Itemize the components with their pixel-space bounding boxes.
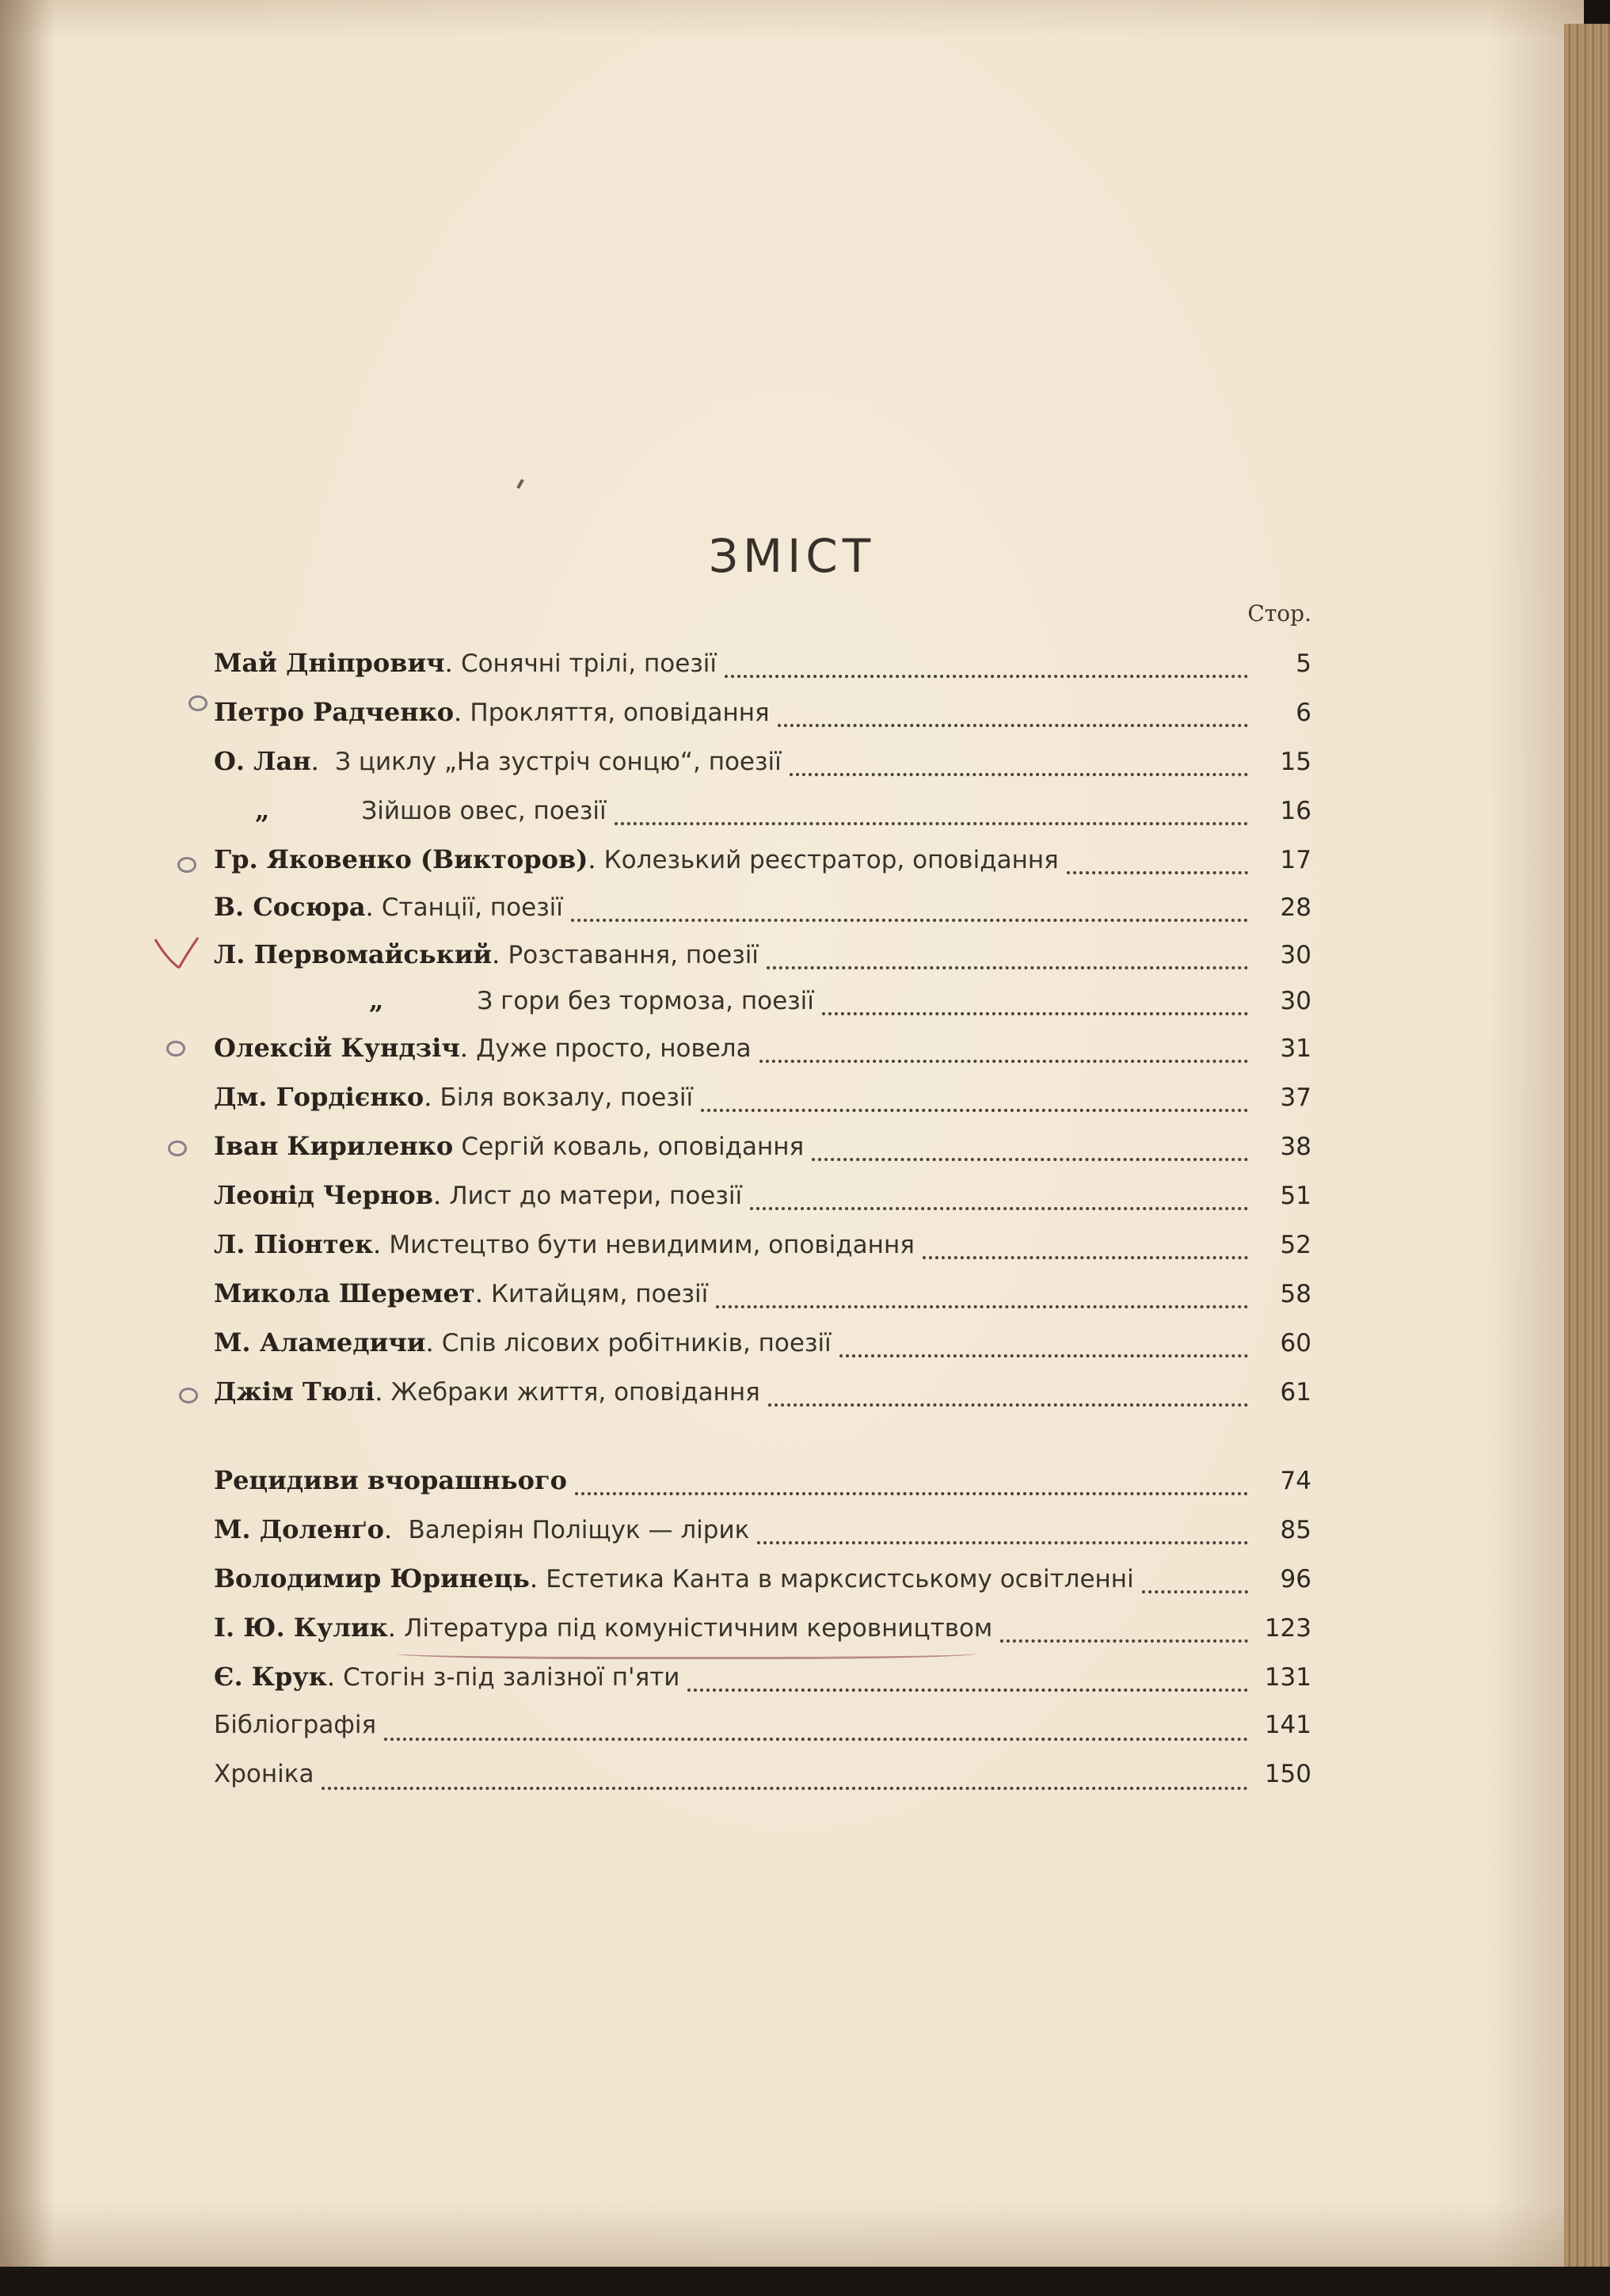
toc-entry [214, 1229, 1311, 1270]
pencil-underline [396, 1646, 976, 1659]
pencil-circle-mark [177, 857, 196, 873]
entry-page: 16 [1280, 797, 1311, 825]
entry-separator: . [444, 648, 453, 678]
entry-page: 30 [1280, 941, 1311, 969]
entry-separator: . [459, 1033, 468, 1063]
entry-page: 38 [1280, 1133, 1311, 1161]
entry-author: О. Лан [214, 746, 311, 776]
entry-author: Володимир Юринець [214, 1563, 530, 1593]
toc-entry [214, 844, 1311, 885]
entry-author: Рецидиви вчорашнього [214, 1465, 567, 1495]
leader-dots [571, 919, 1248, 922]
leader-dots [716, 1305, 1248, 1308]
toc-entry [214, 1514, 1311, 1555]
entry-title: Бібліографія [214, 1711, 377, 1739]
entry-separator: . [310, 746, 319, 776]
scan-border [0, 2267, 1610, 2296]
entry-title: Мистецтво бути невидимим, оповідання [389, 1231, 915, 1259]
leader-dots [575, 1492, 1248, 1495]
toc-entry [214, 1180, 1311, 1221]
leader-dots [384, 1738, 1248, 1741]
entry-author: Олексій Кундзіч [214, 1033, 460, 1063]
ink-speck [516, 479, 523, 489]
toc-entry [214, 939, 1311, 980]
entry-page: 37 [1280, 1083, 1311, 1112]
toc-entry [214, 1327, 1311, 1369]
entry-page: 131 [1264, 1663, 1311, 1692]
toc-entry [214, 1760, 1311, 1801]
book-page-edges [1564, 24, 1610, 2273]
pencil-circle-mark [168, 1140, 187, 1156]
entry-separator: . [529, 1563, 539, 1593]
entry-author: Леонід Чернов [214, 1180, 433, 1210]
toc-entry [214, 892, 1311, 933]
entry-author: Май Дніпрович [214, 648, 445, 678]
entry-page: 96 [1280, 1565, 1311, 1593]
leader-dots [615, 822, 1248, 825]
toc-entry [214, 1563, 1311, 1605]
leader-dots [778, 724, 1248, 727]
entry-author: Л. Первомайський [214, 939, 493, 969]
entry-author: Дм. Гордієнко [214, 1082, 424, 1112]
entry-author: Є. Крук [214, 1662, 327, 1692]
entry-separator: . [375, 1376, 383, 1407]
entry-page: 17 [1280, 846, 1311, 874]
leader-dots [1000, 1639, 1248, 1643]
leader-dots [839, 1354, 1248, 1357]
toc-entry [214, 985, 1311, 1026]
toc-entry [214, 1082, 1311, 1123]
entry-separator: . [433, 1180, 442, 1210]
entry-title: Розставання, поезії [508, 941, 759, 969]
entry-separator: . [588, 844, 596, 874]
toc-entry [214, 648, 1311, 689]
page-column-label: Стор. [1247, 600, 1311, 626]
entry-author: Іван Кириленко [214, 1131, 454, 1161]
leader-dots [812, 1158, 1248, 1161]
entry-page: 58 [1280, 1280, 1311, 1308]
entry-separator: . [424, 1082, 432, 1112]
entry-author: Гр. Яковенко (Викторов) [214, 844, 588, 874]
toc-entry [214, 697, 1311, 738]
entry-page: 61 [1280, 1378, 1311, 1407]
leader-dots [1142, 1590, 1248, 1593]
leader-dots [790, 773, 1248, 776]
entry-page: 51 [1280, 1182, 1311, 1210]
entry-separator: . [454, 697, 462, 727]
toc-entry [214, 1711, 1311, 1752]
entry-page: 15 [1280, 748, 1311, 776]
leader-dots [822, 1012, 1248, 1015]
entry-author: Л. Піонтек [214, 1229, 374, 1259]
entry-title: Валеріян Поліщук — лірик [408, 1516, 750, 1544]
pencil-circle-mark [179, 1388, 198, 1403]
spine-shadow [0, 0, 55, 2296]
entry-title: З гори без тормоза, поезії [477, 987, 814, 1015]
toc-entry [214, 1033, 1311, 1074]
entry-title: Література під комуністичним керовництвом [404, 1614, 993, 1643]
entry-title: Хроніка [214, 1760, 314, 1788]
page-title: ЗМІСТ [708, 529, 876, 583]
entry-title: Сергій коваль, оповідання [461, 1133, 805, 1161]
entry-separator: . [387, 1613, 396, 1643]
entry-page: 74 [1280, 1467, 1311, 1495]
entry-separator: . [492, 939, 501, 969]
toc-entry [214, 746, 1311, 787]
leader-dots [767, 966, 1248, 969]
entry-author: І. Ю. Кулик [214, 1613, 388, 1643]
entry-separator: . [474, 1278, 483, 1308]
toc-entry [214, 1278, 1311, 1319]
entry-title: Естетика Канта в марксистському освітленні [546, 1565, 1134, 1593]
entry-title: Спів лісових робітників, поезії [441, 1329, 832, 1357]
entry-page: 28 [1280, 893, 1311, 922]
entry-title: Прокляття, оповідання [470, 699, 770, 727]
entry-page: 5 [1296, 649, 1311, 678]
entry-page: 52 [1280, 1231, 1311, 1259]
leader-dots [759, 1060, 1248, 1063]
leader-dots [923, 1256, 1248, 1259]
entry-separator: . [373, 1229, 382, 1259]
entry-author: В. Сосюра [214, 892, 366, 922]
entry-page: 141 [1264, 1711, 1311, 1739]
entry-page: 60 [1280, 1329, 1311, 1357]
entry-title: Колезький реєстратор, оповідання [603, 846, 1059, 874]
toc-entry [214, 1376, 1311, 1418]
leader-dots [322, 1787, 1248, 1790]
leader-dots [768, 1403, 1248, 1407]
toc-entry [214, 1465, 1311, 1506]
entry-title: Станції, поезії [381, 893, 563, 922]
entry-author: М. Аламедичи [214, 1327, 426, 1357]
entry-page: 31 [1280, 1034, 1311, 1063]
leader-dots [687, 1689, 1248, 1692]
entry-title: Стогін з-під залізної п'яти [343, 1663, 680, 1692]
pencil-circle-mark [188, 695, 207, 711]
entry-page: 123 [1264, 1614, 1311, 1643]
leader-dots [1067, 871, 1248, 874]
pencil-circle-mark [166, 1041, 185, 1057]
toc-entry [214, 1662, 1311, 1703]
entry-separator: . [365, 892, 374, 922]
red-check-mark [152, 935, 200, 973]
leader-dots [725, 675, 1248, 678]
leader-dots [701, 1109, 1248, 1112]
entry-title: З циклу „На зустріч сонцю“, поезії [335, 748, 782, 776]
entry-title: Лист до матери, поезії [449, 1182, 743, 1210]
entry-separator: . [383, 1514, 393, 1544]
entry-separator: . [326, 1662, 335, 1692]
entry-author: М. Доленґо [214, 1514, 384, 1544]
entry-author: Джім Тюлі [214, 1376, 375, 1407]
entry-page: 85 [1280, 1516, 1311, 1544]
entry-separator: . [425, 1327, 434, 1357]
entry-page: 150 [1264, 1760, 1311, 1788]
entry-page: 30 [1280, 987, 1311, 1015]
entry-title: Китайцям, поезії [491, 1280, 709, 1308]
entry-title: Жебраки життя, оповідання [390, 1378, 760, 1407]
entry-page: 6 [1296, 699, 1311, 727]
entry-author: Микола Шеремет [214, 1278, 475, 1308]
toc-entry [214, 1131, 1311, 1172]
leader-dots [750, 1207, 1248, 1210]
ditto-mark: „ [255, 795, 270, 825]
entry-title: Біля вокзалу, поезії [440, 1083, 694, 1112]
ditto-mark: „ [369, 985, 384, 1015]
entry-title: Дуже просто, новела [476, 1034, 752, 1063]
entry-title: Сонячні трілі, поезії [460, 649, 717, 678]
entry-author: Петро Радченко [214, 697, 455, 727]
leader-dots [757, 1541, 1248, 1544]
entry-title: Зійшов овес, поезії [361, 797, 607, 825]
toc-entry [214, 795, 1311, 836]
